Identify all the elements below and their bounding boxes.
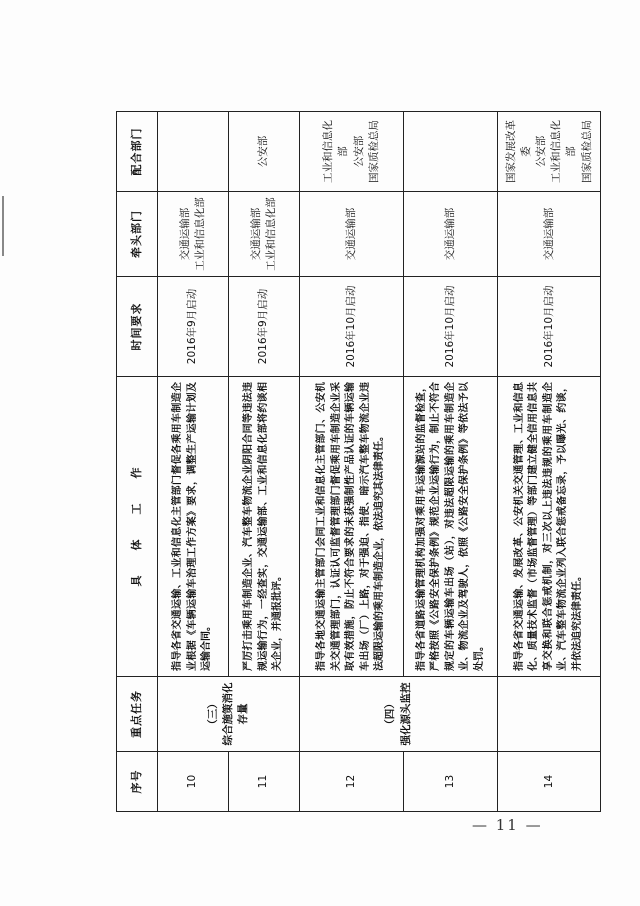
lead-dept-name: 工业和信息化部: [264, 197, 277, 271]
task-group-number: （三）: [206, 698, 219, 730]
page-number: — 11 —: [472, 816, 543, 834]
task-group-label: 综合施策消化存量: [221, 682, 250, 746]
header-coop: 配合部门: [117, 112, 158, 192]
row-number: 10: [158, 752, 229, 812]
coop-dept-name: 国家质检总局: [367, 120, 380, 183]
coop-department: [404, 112, 498, 192]
lead-dept-name: 交通运输部: [345, 207, 358, 261]
lead-department: [228, 192, 299, 277]
header-no: 序号: [117, 752, 158, 812]
task-group-cell: [299, 677, 497, 752]
coop-department: [299, 112, 403, 192]
coop-department: [228, 112, 299, 192]
task-group-label: 强化源头监控: [399, 682, 412, 746]
header-lead: 牵头部门: [117, 192, 158, 277]
binding-edge-mark: [2, 196, 4, 256]
work-description: 指导各省交通运输、工业和信息化主管部门督促各乘用车制造企业根据《车辆运输车治理工作方案》要求，调整生产运输计划及运输合同。: [158, 377, 229, 677]
header-task: 重点任务: [117, 677, 158, 752]
task-table: [116, 111, 601, 812]
coop-dept-name: 公安部: [534, 135, 547, 168]
lead-dept-name: 交通运输部: [444, 207, 457, 261]
lead-dept-name: 交通运输部: [249, 207, 262, 261]
coop-dept-name: 公安部: [352, 135, 365, 168]
work-description: 指导各省交通运输、发展改革、公安机关交通管理、工业和信息化、质量技术监督（市场监督管理）等部门建立健全信用信息共享交换和联合惩戒机制，对三次以上违法违规的乘用车制造企业、汽车整车物流企业列入联合惩戒备忘录，予以曝光、约谈，并依法追究法律责任。: [498, 377, 601, 677]
task-group-number: （四）: [384, 698, 397, 730]
lead-department: [498, 192, 601, 277]
table-header-row: [117, 112, 158, 812]
lead-department: [299, 192, 403, 277]
work-description: 严厉打击乘用车制造企业、汽车整车物流企业阴阳合同等违法违规运输行为，一经查实，交通运输部、工业和信息化部将约谈相关企业，并通报批评。: [228, 377, 299, 677]
coop-dept-name: 工业和信息化部: [550, 120, 578, 183]
lead-dept-name: 工业和信息化部: [193, 197, 206, 271]
coop-department: [498, 112, 601, 192]
work-description: 指导各省道路运输管理机构加强对乘用车运输源站的监督检查，严格按照《公路安全保护条例》规范企业运输行为，制止不符合规定的车辆运输车出场（站），对违法超限运输的乘用车制造企业、物流企业及驾驶人，依照《公路安全保护条例》等依法予以处罚。: [404, 377, 498, 677]
lead-department: [158, 192, 229, 277]
task-table-rotated: [116, 112, 601, 812]
time-requirement: 2016年9月启动: [158, 277, 229, 377]
coop-dept-name: 国家发展改革委: [504, 120, 532, 183]
time-requirement: 2016年10月启动: [299, 277, 403, 377]
row-number: 13: [404, 752, 498, 812]
time-requirement: 2016年10月启动: [404, 277, 498, 377]
coop-dept-name: 国家质检总局: [580, 120, 593, 183]
row-number: 11: [228, 752, 299, 812]
coop-department: [158, 112, 229, 192]
header-work: 具 体 工 作: [117, 377, 158, 677]
lead-department: [404, 192, 498, 277]
lead-dept-name: 交通运输部: [178, 207, 191, 261]
coop-dept-name: 公安部: [257, 135, 270, 168]
table-row: [158, 112, 229, 812]
time-requirement: 2016年9月启动: [228, 277, 299, 377]
row-number: 14: [498, 752, 601, 812]
work-description: 指导各地交通运输主管部门会同工业和信息化主管部门、公安机关交通管理部门，认证认可监督管理部门督促乘用车制造企业采取有效措施，防止不符合要求的未获强制性产品认证的车辆运输车出场（厂）上路，对于强迫、指使、暗示汽车整车物流企业违法超限运输的乘用车制造企业，依法追究其法律责任。: [299, 377, 403, 677]
table-row: [498, 112, 601, 812]
time-requirement: 2016年10月启动: [498, 277, 601, 377]
task-group-cell: [158, 677, 300, 752]
coop-dept-name: 工业和信息化部: [322, 120, 350, 183]
header-time: 时间要求: [117, 277, 158, 377]
lead-dept-name: 交通运输部: [542, 207, 555, 261]
row-number: 12: [299, 752, 403, 812]
table-row: [299, 112, 403, 812]
task-group-cell: [498, 677, 601, 752]
